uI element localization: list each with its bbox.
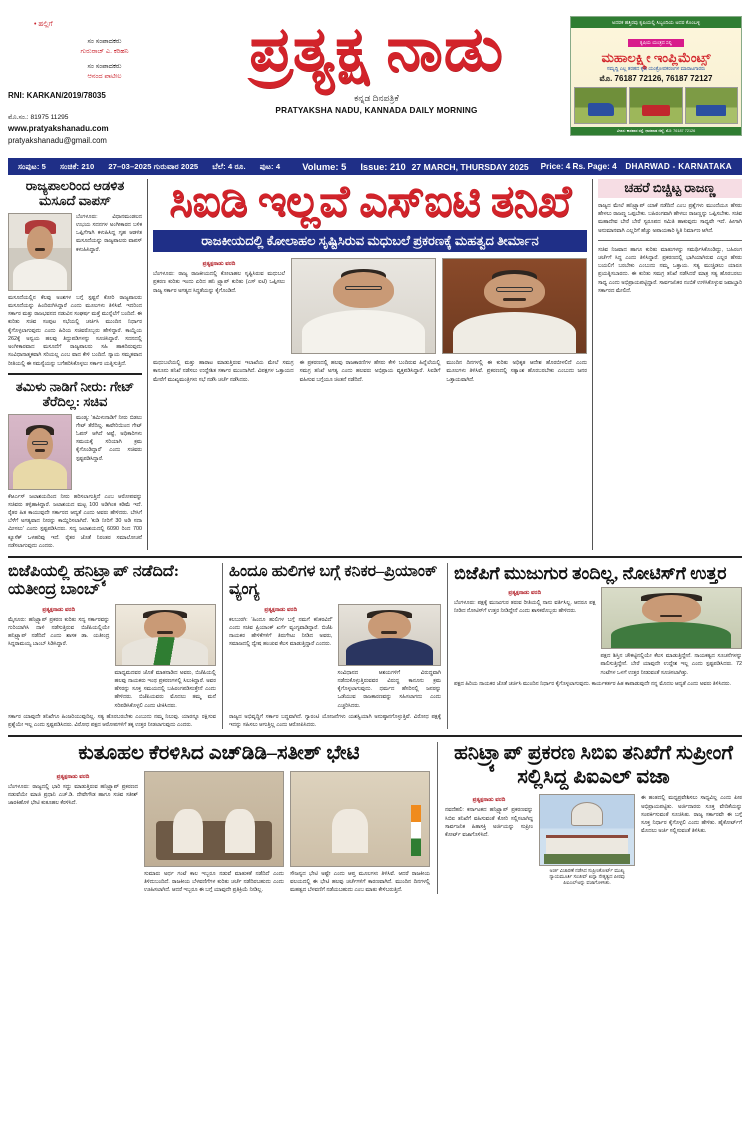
mid-story-3-col-3: ಪಕ್ಷದ ಹಿರಿಯ ನಾಯಕರ ಜೊತೆ ಚರ್ಚಿಸಿ ಮುಂದಿನ ನಿರ್ಧಾರ ಕೈಗೊಳ್ಳಲಾಗುವುದು. ಕಾರ್ಯಕರ್ತರ ಹಿತ ಕಾಪಾಡುವುದೇ ನನ್ನ ಮೊದಲ ಆದ್ಯತೆ ಎಂದು ಅವರು ತಿಳಿಸಿದರು. (454, 680, 731, 687)
info-date: 27 MARCH, THURSDAY 2025 (411, 161, 529, 172)
lead-photo-minister (442, 258, 587, 354)
right-story-headline: ಚಹರೆ ಬಿಚ್ಚಿಟ್ಟ ರಾಜಣ್ಣ (598, 179, 742, 198)
masthead (8, 6, 742, 156)
info-volume: Volume: 5 (302, 161, 347, 172)
mid-story-1-byline: ಪ್ರತ್ಯಕ್ಷನಾಡು ವರದಿ (42, 606, 76, 613)
info-issue-kannada: ಸಂಚಿಕೆ: 210 (60, 161, 95, 171)
left-story-1-intro: ಬೆಂಗಳೂರು: ವಿಧಾನಮಂಡಲದ ಉಭಯ ಸದನಗಳ ಅಂಗೀಕಾರದ ಬಳಿಕ ಒಪ್ಪಿಗೆಗಾಗಿ ಕಳುಹಿಸಿದ್ದ ಗೃಹ ಆಡಳಿತ ಮಸೂದೆಯನ್ನು ರಾಜ್ಯಪಾಲರು ವಾಪಸ್ ಕಳುಹಿಸಿದ್ದಾರೆ. (76, 213, 142, 253)
mid-story-1-col-2: ಮಾಧ್ಯಮದವರ ಜೊತೆ ಮಾತನಾಡಿದ ಅವರು, ಬಿಜೆಪಿಯಲ್ಲಿ ಹಲವು ನಾಯಕರು ಇಂಥ ಪ್ರಕರಣಗಳಲ್ಲಿ ಸಿಲುಕಿದ್ದಾರೆ. ಅವರ ಹೆಸರನ್ನು ಸೂಕ್ತ ಸಮಯದಲ್ಲಿ ಬಹಿರಂಗಪಡಿಸುತ್ತೇನೆ ಎಂದು ಹೇಳಿದರು. ಬಿಜೆಪಿಯವರು ಮೊದಲು ತಮ್ಮ ಮನೆ ಸರಿಪಡಿಸಿಕೊಳ್ಳಲಿ ಎಂದು ಟೀಕಿಸಿದರು. (114, 669, 216, 709)
ad-product-images (571, 87, 741, 124)
left-column (8, 179, 148, 550)
left-story-1-body: ಮಸೂದೆಯಲ್ಲಿನ ಕೆಲವು ಅಂಶಗಳ ಬಗ್ಗೆ ಸ್ಪಷ್ಟನೆ ಕೋರಿ ರಾಜ್ಯಪಾಲರು ಮಸೂದೆಯನ್ನು ಹಿಂದಿರುಗಿಸಿದ್ದಾರೆ ಎಂದು ಮೂಲಗಳು ತಿಳಿಸಿವೆ. ಇದರಿಂದ ಸರ್ಕಾರ ಮತ್ತು ರಾಜಭವನದ ನಡುವಿನ ಸಂಘರ್ಷ ಮತ್ತೆ ಮುನ್ನೆಲೆಗೆ ಬಂದಿದೆ. ಈ ಕುರಿತು ಸಚಿವ ಸಂಪುಟ ಸಭೆಯಲ್ಲಿ ಚರ್ಚಿಸಿ ಮುಂದಿನ ನಿರ್ಧಾರ ಕೈಗೊಳ್ಳಲಾಗುವುದು ಎಂದು ಹಿರಿಯ ಸಚಿವರೊಬ್ಬರು ಹೇಳಿದ್ದಾರೆ. ಕಾಯ್ದೆಯ 262ಕ್ಕೆ ಅನ್ವಯ ಹಲವು ತಿದ್ದುಪಡಿಗಳನ್ನು ಸೂಚಿಸಿದ್ದಾರೆ. ಸದನದಲ್ಲಿ ಅಂಗೀಕಾರವಾದ ಮಸೂದೆಗೆ ರಾಜ್ಯಪಾಲರು ಸಹಿ ಹಾಕದಿರುವುದು ಸಂವಿಧಾನಾತ್ಮಕವಾಗಿ ಸರಿಯಲ್ಲ ಎಂಬ ವಾದ ಕೇಳಿ ಬಂದಿದೆ. ನ್ಯಾಯ ಸಮ್ಮತವಾದ ರೀತಿಯಲ್ಲಿ ಈ ಸಮಸ್ಯೆಯನ್ನು ಬಗೆಹರಿಸಿಕೊಳ್ಳಲು ಸರ್ಕಾರ ಯತ್ನಿಸುತ್ತಿದೆ. (8, 294, 142, 367)
lead-subheadline: ರಾಜಕೀಯದಲ್ಲಿ ಕೋಲಾಹಲ ಸೃಷ್ಟಿಸಿರುವ ಮಧುಬಲೆ ಪ್ರಕರಣಕ್ಕೆ ಮಹತ್ವದ ತೀರ್ಮಾನ (153, 230, 587, 252)
left-story-1-photo (8, 213, 72, 291)
bottom-story-2-photo-caption: ಅರ್ಜಿ ವಿಚಾರಣೆ ನಡೆಸಿದ ಸುಪ್ರೀಂಕೋರ್ಟ್ ಮುಖ್ಯ ನ್ಯಾಯಮೂರ್ತಿ ಸಂಜೀವ್ ಖನ್ನಾ ನೇತೃತ್ವದ ಪೀಠವು ಪಿಐಎಲ್‌ಅನ್ನು ವಜಾಗೊಳಿಸಿತು. (549, 869, 625, 887)
contact-block (8, 113, 183, 147)
bottom-story-2[interactable] (438, 742, 742, 894)
right-story-body: ರಾಜ್ಯದ ಮೇಲೆ ಹನಿಟ್ರ್ಯಾಪ್ ಯಾಕೆ ನಡೆದಿದೆ ಎಂಬ ಪ್ರಶ್ನೆಗಳು ಮುಂದೆಯೂ ಹೆಸರು ಹೇಳಲು ರಾಜಣ್ಣ ಒಪ್ಪಬೇಕು. ಬಹಿರಂಗವಾಗಿ ಹೇಳಲು ರಾಜಣ್ಣನ್ನು ಒಪ್ಪಿಸಬೇಕು. ಸಚಿವ ಮಹಾದೇವ ಬೇರೆ ಬೇರೆ ಸ್ವರೂಪದ ಸಮಿತಿ ಹಾಕುವುದು ಸಾಧ್ಯವೇ ಇದೆ. ಹೀಗಾಗಿ ಅನುಮಾನವಾಗಿ ಎಲ್ಲರಿಗೆ ಹೆಚ್ಚು ಅಪಾಯಕಾರಿ ಸ್ಥಿತಿ ನಿರ್ಮಾಣ ಆಗಿದೆ. (598, 202, 742, 234)
editor-credit-1 (8, 37, 183, 56)
left-story-2-intro: ಮಂಡ್ಯ: 'ತಮಿಳುನಾಡಿಗೆ ನೀರು ಬಿಡಲು ಗೇಟ್ ತೆರೆದಿಲ್ಲ. ಕಾವೇರಿಯಿಂದ ಗೇಟ್ ಓಪನ್ ಆಗಿದೆ ಅಷ್ಟೆ, ಅಧಿಕಾರಿಗಳು ಸಮಯಕ್ಕೆ ಸರಿಯಾಗಿ ಕ್ರಮ ಕೈಗೊಂಡಿದ್ದಾರೆ' ಎಂದು ಸಚಿವರು ಸ್ಪಷ್ಟಪಡಿಸಿದ್ದಾರೆ. (76, 414, 142, 462)
lead-photo-siddaramaiah (291, 258, 436, 354)
bottom-story-1[interactable] (8, 742, 438, 894)
masthead-subtitle-english: PRATYAKSHA NADU, KANNADA DAILY MORNING (275, 106, 478, 116)
editor-role-1: ಸಂ ಸಂಪಾದಕರು (87, 38, 122, 46)
ad-phone-numbers: ಮೊ. 76187 72126, 76187 72127 (599, 73, 713, 83)
ad-product-plough-icon (574, 87, 627, 124)
mid-story-3-col-2: ಪಕ್ಷದ ಶಿಸ್ತಿನ ಚೌಕಟ್ಟಿನಲ್ಲಿಯೇ ಕೆಲಸ ಮಾಡುತ್ತಿದ್ದೇನೆ. ನಾಯಕತ್ವದ ಸೂಚನೆಗಳನ್ನು ಪಾಲಿಸುತ್ತಿದ್ದೇನೆ. ಬೇರೆ ಯಾವುದೇ ಉದ್ದೇಶ ಇಲ್ಲ ಎಂದು ಸ್ಪಷ್ಟಪಡಿಸಿದರು. 72 ಗಂಟೆಗಳ ಒಳಗೆ ಉತ್ತರ ನೀಡುವಂತೆ ಸೂಚಿಸಲಾಗಿತ್ತು. (600, 653, 742, 676)
ad-footer-address: ವಿಳಾಸ: ಕಾರವಾರ ರಸ್ತೆ, ಧಾರವಾಡ ಜಿಲ್ಲೆ, ಮೊ: 76187 72126 (571, 127, 741, 135)
bottom-story-2-photo-supreme-court (539, 794, 635, 866)
left-story-2[interactable] (8, 380, 142, 550)
lead-headline: ಸಿಐಡಿ ಇಲ್ಲವೆ ಎಸ್‌ಐಟಿ ತನಿಖೆ (169, 177, 571, 226)
upper-content-grid (8, 179, 742, 550)
email-address[interactable]: pratyakshanadu@gmail.com (8, 135, 107, 145)
bottom-story-1-headline: ಕುತೂಹಲ ಕೆರಳಿಸಿದ ಎಚ್‌ಡಿಡಿ–ಸತೀಶ್ ಭೇಟಿ (78, 742, 360, 765)
middle-stories-band (8, 556, 742, 729)
bottom-story-2-byline: ಪ್ರತ್ಯಕ್ಷನಾಡು ವರದಿ (472, 797, 506, 804)
phone-number: ಮೊ.ಸಂ.: 81975 11295 (8, 113, 69, 121)
mid-story-1-col-3: ಸರ್ಕಾರ ಯಾವುದೇ ತನಿಖೆಗೂ ಹಿಂಜರಿಯುವುದಿಲ್ಲ. ಸತ್ಯ ಹೊರಬರಬೇಕು ಎಂಬುದು ನಮ್ಮ ನಿಲುವು. ಯಾರನ್ನೂ ರಕ್ಷಿಸುವ ಪ್ರಶ್ನೆಯೇ ಇಲ್ಲ ಎಂದು ಸ್ಪಷ್ಟಪಡಿಸಿದರು. ವಿರೋಧ ಪಕ್ಷದ ಆರೋಪಗಳಿಗೆ ತಕ್ಕ ಉತ್ತರ ನೀಡಲಾಗುವುದು ಎಂದರು. (8, 713, 216, 728)
mid-story-2-col-3: ರಾಜ್ಯದ ಅಭಿವೃದ್ಧಿಗೆ ಸರ್ಕಾರ ಬದ್ಧವಾಗಿದೆ. ಗ್ಯಾರಂಟಿ ಯೋಜನೆಗಳು ಯಶಸ್ವಿಯಾಗಿ ಅನುಷ್ಠಾನಗೊಳ್ಳುತ್ತಿವೆ. ವಿರೋಧ ಪಕ್ಷಕ್ಕೆ ಇದನ್ನು ಸಹಿಸಲು ಆಗುತ್ತಿಲ್ಲ ಎಂದು ಆರೋಪಿಸಿದರು. (229, 713, 441, 728)
bottom-story-1-photo-office (290, 771, 430, 867)
mid-story-3-photo-leader (601, 587, 743, 649)
mid-story-1[interactable] (8, 563, 223, 729)
mid-story-1-photo-yathindra (115, 604, 217, 666)
info-place: DHARWAD - KARNATAKA (625, 162, 732, 171)
editor-credit-2 (8, 62, 183, 81)
mid-story-2[interactable] (223, 563, 448, 729)
masthead-subtitle-kannada: ಕನ್ನಡ ದಿನಪತ್ರಿಕೆ (354, 93, 399, 104)
mid-story-3-col-1: ಬೆಂಗಳೂರು: ಪಕ್ಷಕ್ಕೆ ಮುಜುಗುರ ತರುವ ರೀತಿಯಲ್ಲಿ ನಾನು ವರ್ತಿಸಿಲ್ಲ. ಆದರೂ ಪಕ್ಷ ನೀಡಿದ ನೋಟಿಸ್‌ಗೆ ಉತ್ತರ ನೀಡಿದ್ದೇನೆ ಎಂದು ಶಾಸಕರೊಬ್ಬರು ಹೇಳಿದರು. (454, 600, 596, 615)
info-price: Price: 4 Rs. Page: 4 (540, 162, 617, 171)
bottom-story-1-photo-meeting (144, 771, 284, 867)
ad-top-strip: ಅದರಕ ಹತ್ತಿರವು ಕೃಷಿಯಲ್ಲಿ ಸಿಬ್ಬಂದಿಯ ಅದರ ಕೊಂಬಳ್ಳಿ (571, 17, 741, 28)
bottom-story-1-byline: ಪ್ರತ್ಯಕ್ಷನಾಡು ವರದಿ (56, 773, 90, 780)
left-story-2-headline: ತಮಿಳು ನಾಡಿಗೆ ನೀರು: ಗೇಟ್ ತೆರೆದಿಲ್ಲ: ಸಚಿವ (15, 378, 135, 409)
lead-story[interactable] (148, 179, 592, 550)
left-story-1[interactable] (8, 179, 142, 368)
ad-ribbon (571, 31, 741, 49)
mid-story-1-headline: ಬಿಜೆಪಿಯಲ್ಲಿ ಹನಿಟ್ರ್ಯಾಪ್ ನಡೆದಿದೆ: ಯತೀಂದ್ರ ಬಾಂಬ್ (8, 563, 180, 599)
editor-name-2: ಆನಂದ ಪಾಟೀಲ (87, 72, 122, 80)
issue-info-bar (8, 158, 742, 175)
lead-col-2: ಈ ಪ್ರಕರಣದಲ್ಲಿ ಹಲವು ರಾಜಕಾರಣಿಗಳ ಹೆಸರು ಕೇಳಿ ಬಂದಿರುವ ಹಿನ್ನೆಲೆಯಲ್ಲಿ ಸಮಗ್ರ ತನಿಖೆ ಅಗತ್ಯ ಎಂದು ಹಲವರು ಅಭಿಪ್ರಾಯ ವ್ಯಕ್ತಪಡಿಸಿದ್ದಾರೆ. ಸಿಐಡಿಗೆ ವಹಿಸುವ ಬಗ್ಗೆಯೂ ಚಿಂತನೆ ನಡೆದಿದೆ. (299, 360, 441, 383)
mid-story-3-byline: ಪ್ರತ್ಯಕ್ಷನಾಡು ವರದಿ (508, 590, 542, 597)
bottom-story-1-col-3: ಸೌಜನ್ಯದ ಭೇಟಿ ಅಷ್ಟೇ ಎಂದು ಆಪ್ತ ಮೂಲಗಳು ತಿಳಿಸಿವೆ. ಆದರೆ ರಾಜಕೀಯ ವಲಯದಲ್ಲಿ ಈ ಭೇಟಿ ಹಲವು ಚರ್ಚೆಗಳಿಗೆ ಕಾರಣವಾಗಿದೆ. ಮುಂದಿನ ದಿನಗಳಲ್ಲಿ ಮಹತ್ವದ ಬೆಳವಣಿಗೆ ನಡೆಯಬಹುದು ಎಂಬ ಮಾತು ಕೇಳಿಬರುತ್ತಿದೆ. (290, 870, 430, 894)
rni-number: RNI: KARKAN/2019/78035 (8, 91, 106, 101)
bottom-stories-band (8, 735, 742, 894)
info-issue: Issue: 210 (360, 161, 406, 172)
ad-business-name: ಮಹಾಲಕ್ಷ್ಮೀ ಇಂಪ್ಲಿಮೆಂಟ್ಸ್ (601, 50, 711, 65)
bottom-story-2-col-1: ನವದೆಹಲಿ: ಕರ್ನಾಟಕದ ಹನಿಟ್ರ್ಯಾಪ್ ಪ್ರಕರಣವನ್ನು ಸಿಬಿಐ ತನಿಖೆಗೆ ವಹಿಸುವಂತೆ ಕೋರಿ ಸಲ್ಲಿಸಲಾಗಿದ್ದ ಸಾರ್ವಜನಿಕ ಹಿತಾಸಕ್ತಿ ಅರ್ಜಿಯನ್ನು ಸುಪ್ರೀಂ ಕೋರ್ಟ್ ವಜಾಗೊಳಿಸಿದೆ. (445, 807, 533, 838)
mid-story-2-col-1: ಕಲಬುರಗಿ: 'ಹಿಂದೂ ಹುಲಿಗಳ ಬಗ್ಗೆ ನಮಗೆ ಕನಿಕರವಿದೆ' ಎಂದು ಸಚಿವ ಪ್ರಿಯಾಂಕ್ ಖರ್ಗೆ ವ್ಯಂಗ್ಯವಾಡಿದ್ದಾರೆ. ಬಿಜೆಪಿ ನಾಯಕರ ಹೇಳಿಕೆಗಳಿಗೆ ತಿರುಗೇಟು ನೀಡಿದ ಅವರು, ಸಮಾಜದಲ್ಲಿ ದ್ವೇಷ ಹಂಚುವ ಕೆಲಸ ಮಾಡುತ್ತಿದ್ದಾರೆ ಎಂದರು. (229, 616, 333, 648)
left-story-1-headline: ರಾಜ್ಯಪಾಲರಿಂದ ಆಡಳಿತ ಮಸೂದೆ ವಾಪಸ್ (25, 178, 125, 208)
editor-name-1: ಗುರುರಾಜ್ ಎ. ಕರಿಹನಿ (80, 47, 129, 55)
right-story-body-2: ಸಚಿವ ನಿಜವಾದ ಹಾಗೂ ಕುರಿತು ಮಾತುಗಳನ್ನು ಸಮರ್ಥಿಸಿಕೊಂಡಿದ್ದು, ಬಹಿರಂಗ ಚರ್ಚೆಗೆ ಸಿದ್ಧ ಎಂದು ತಿಳಿಸಿದ್ದಾರೆ. ಪ್ರಕರಣದಲ್ಲಿ ಭಾಗಿಯಾಗಿರುವ ಎಲ್ಲರ ಹೆಸರು ಬಯಲಿಗೆ ಬರಬೇಕು ಎಂಬುದು ನಮ್ಮ ಒತ್ತಾಯ. ಸತ್ಯ ಮುಚ್ಚಿಡಲು ಯಾರೂ ಪ್ರಯತ್ನಿಸಬಾರದು. ಈ ಕುರಿತು ಸಮಗ್ರ ತನಿಖೆ ನಡೆಸಿದರೆ ಮಾತ್ರ ಸತ್ಯ ಹೊರಬರಲು ಸಾಧ್ಯ ಎಂದು ಅಭಿಪ್ರಾಯಪಟ್ಟಿದ್ದಾರೆ. ಸಾರ್ವಜನಿಕರ ನಂಬಿಕೆ ಉಳಿಸಿಕೊಳ್ಳುವ ಜವಾಬ್ದಾರಿ ಸರ್ಕಾರದ ಮೇಲಿದೆ. (598, 246, 742, 294)
info-pages-kannada: ಪುಟ: 4 (259, 161, 281, 171)
mid-story-2-photo-priyank (338, 604, 442, 666)
lead-intro: ಬೆಂಗಳೂರು: ರಾಜ್ಯ ರಾಜಕೀಯದಲ್ಲಿ ಕೋಲಾಹಲ ಸೃಷ್ಟಿಸಿರುವ ಮಧುಬಲೆ ಪ್ರಕರಣ ಕುರಿತು ಇಂದು ಏರಿದ ಹನಿ ಟ್ರ್ಯಾಪ್ ಕುರಿತು (ಎಸ್ ಐಟಿ) ಒಪ್ಪಿಸಲು ರಾಜ್ಯ ಸರ್ಕಾರ ಅಗತ್ಯದ ಸಿದ್ಧತೆಯನ್ನು ಕೈಗೊಂಡಿದೆ. (153, 271, 285, 294)
website-url[interactable]: www.pratyakshanadu.com (8, 123, 109, 133)
advertisement-mahalakshmi-implements[interactable] (570, 16, 742, 136)
info-volume-kannada: ಸಂಪುಟ: 5 (18, 161, 46, 171)
bottom-story-1-col-2: ಸುಮಾರು ಅರ್ಧ ಗಂಟೆ ಕಾಲ ಇಬ್ಬರೂ ನಡುವೆ ಮಾತುಕತೆ ನಡೆದಿದೆ ಎಂದು ತಿಳಿದುಬಂದಿದೆ. ರಾಜಕೀಯ ಬೆಳವಣಿಗೆಗಳ ಕುರಿತು ಚರ್ಚೆ ನಡೆದಿರಬಹುದು ಎಂದು ಊಹಿಸಲಾಗಿದೆ. ಆದರೆ ಇಬ್ಬರೂ ಈ ಬಗ್ಗೆ ಯಾವುದೇ ಪ್ರತಿಕ್ರಿಯೆ ನೀಡಿಲ್ಲ. (144, 870, 284, 894)
mid-story-2-headline: ಹಿಂದೂ ಹುಲಿಗಳ ಬಗ್ಗೆ ಕನಿಕರ–ಪ್ರಿಯಾಂಕ್ ವ್ಯಂಗ್ಯ (229, 563, 438, 599)
ad-product-trailer-icon (685, 87, 738, 124)
lead-col-1: ಮಧುಬಲೆಯಲ್ಲಿ ಮತ್ತು ಹಾರಾಟ ಮಾಡುತ್ತಿರುವ ಇಲಾಖೆಯ ಮೇಲೆ ಸಮಗ್ರ ಕಾನೂನು ತನಿಖೆ ನಡೆಸಲು ಉದ್ದೇಶಿತ ಸರ್ಕಾರ ಮುಂದಾಗಿದೆ. ವಿಪಕ್ಷಗಳ ಒತ್ತಾಯದ ಮೇರೆಗೆ ಮುಖ್ಯಮಂತ್ರಿಗಳು ಸಭೆ ನಡೆಸಿ ಚರ್ಚೆ ನಡೆಸಿದರು. (153, 360, 294, 383)
mid-story-3[interactable] (448, 563, 742, 729)
masthead-title-block (183, 6, 570, 115)
left-story-2-body: ಕೆಆರ್ಎಸ್ ಜಲಾಶಯದಿಂದ ನೀರು ಹರಿಸಲಾಗುತ್ತಿದೆ ಎಂಬ ಆರೋಪವನ್ನು ಸಚಿವರು ತಳ್ಳಿಹಾಕಿದ್ದಾರೆ. ಜಲಾಶಯದ ಮಟ್ಟ 100 ಅಡಿಗಿಂತ ಕಡಿಮೆ ಇದೆ. ರೈತರ ಹಿತ ಕಾಯುವುದೇ ಸರ್ಕಾರದ ಆದ್ಯತೆ ಎಂದು ಅವರು ಹೇಳಿದರು. ಬೇಸಿಗೆ ಬೆಳೆಗೆ ಅಗತ್ಯವಾದ ನೀರನ್ನು ಕಾಯ್ದಿರಿಸಲಾಗಿದೆ. 'ಕುಡಿ ನೀರಿಗೆ 30 ಅಡಿ ಸದಾ ಮೀಸಲು' ಎಂದು ಸ್ಪಷ್ಟಪಡಿಸಿದರು. ಸದ್ಯ ಜಲಾಶಯದಲ್ಲಿ 6090 ರಿಂದ 700 ಕ್ಯೂಸೆಕ್ ಒಳಹರಿವು ಇದೆ. ರೈತರ ಜೊತೆ ನಿರಂತರ ಸಮಾಲೋಚನೆ ನಡೆಸಲಾಗುವುದು ಎಂದರು. (8, 493, 142, 549)
ad-ribbon-text: ಕೃಷಿಯ ಯಂತ್ರದ ಸಲ್ಲಿ (628, 39, 684, 47)
mid-story-2-byline: ಪ್ರತ್ಯಕ್ಷನಾಡು ವರದಿ (264, 606, 298, 613)
info-price-kannada: ಬೆಲೆ: 4 ರೂ. (212, 161, 246, 171)
masthead-left-info (8, 6, 183, 147)
mid-story-1-col-1: ಮೈಸೂರು: ಹನಿಟ್ರ್ಯಾಪ್ ಪ್ರಕರಣ ಕುರಿತು ಸದ್ಯ ಸರ್ಕಾರವನ್ನು ಗುರಿಯಾಗಿಸಿ ದಾಳಿ ನಡೆಸುತ್ತಿರುವ ಬಿಜೆಪಿಯಲ್ಲಿಯೇ ಹನಿಟ್ರ್ಯಾಪ್ ನಡೆದಿದೆ ಎಂದು ಶಾಸಕ ಡಾ. ಯತೀಂದ್ರ ಸಿದ್ದರಾಮಯ್ಯ ಬಾಂಬ್ ಸಿಡಿಸಿದ್ದಾರೆ. (8, 616, 110, 648)
ad-tagline: ಸಮೃದ್ಧಿ ಎಲ್ಲ ತರಹದ ಕೃಷಿ ಯಂತ್ರೋಪಕರಣಗಳ ಮಾರಾಟಗಾರರು (606, 67, 706, 72)
mid-story-3-headline: ಬಿಜೆಪಿಗೆ ಮುಜುಗುರ ತಂದಿಲ್ಲ, ನೋಟಿಸ್‌ಗೆ ಉತ್ತರ (454, 563, 727, 583)
info-date-kannada: 27–03–2025 ಗುರುವಾರ 2025 (108, 161, 199, 171)
newspaper-title: ಪ್ರತ್ಯಕ್ಷ ನಾಡು (249, 16, 504, 84)
mid-story-2-col-2: ಸಂವಿಧಾನದ ಆಶಯಗಳಿಗೆ ವಿರುದ್ಧವಾಗಿ ನಡೆದುಕೊಳ್ಳುತ್ತಿರುವವರ ವಿರುದ್ಧ ಕಾನೂನು ಕ್ರಮ ಕೈಗೊಳ್ಳಲಾಗುವುದು. ಧರ್ಮದ ಹೆಸರಿನಲ್ಲಿ ಜನರನ್ನು ಒಡೆಯುವ ರಾಜಕಾರಣವನ್ನು ಸಹಿಸಲಾಗದು ಎಂದು ಎಚ್ಚರಿಸಿದರು. (337, 669, 441, 709)
bottom-story-2-headline: ಹನಿಟ್ರ್ಯಾಪ್ ಪ್ರಕರಣ ಸಿಬಿಐ ತನಿಖೆಗೆ ಸುಪ್ರೀಂಗೆ ಸಲ್ಲಿಸಿದ್ದ ಪಿಐಎಲ್ ವಜಾ (454, 742, 733, 788)
left-story-2-photo (8, 414, 72, 490)
masthead-bullet-note: • ಹಲ್ಲಿಗೆ (34, 21, 53, 28)
lead-body-columns (153, 359, 587, 384)
bottom-story-2-col-2: ಈ ಹಂತದಲ್ಲಿ ಮಧ್ಯಪ್ರವೇಶಿಸಲು ಸಾಧ್ಯವಿಲ್ಲ ಎಂದು ಪೀಠ ಅಭಿಪ್ರಾಯಪಟ್ಟಿತು. ಅರ್ಜಿದಾರರು ಸೂಕ್ತ ವೇದಿಕೆಯನ್ನು ಸಂಪರ್ಕಿಸುವಂತೆ ಸೂಚಿಸಿತು. ರಾಜ್ಯ ಸರ್ಕಾರವೇ ಈ ಬಗ್ಗೆ ಸೂಕ್ತ ನಿರ್ಧಾರ ಕೈಗೊಳ್ಳಲಿ ಎಂದು ಹೇಳಿತು. ಹೈಕೋರ್ಟ್‌ಗೆ ಮೊದಲು ಅರ್ಜಿ ಸಲ್ಲಿಸುವಂತೆ ತಿಳಿಸಿತು. (641, 795, 742, 835)
right-column[interactable] (592, 179, 742, 550)
ad-product-rotavator-icon (629, 87, 682, 124)
editor-role-2: ಸಂ ಸಂಪಾದಕರು (87, 63, 122, 71)
lead-col-3: ಮುಂದಿನ ದಿನಗಳಲ್ಲಿ ಈ ಕುರಿತು ಅಧಿಕೃತ ಆದೇಶ ಹೊರಬೀಳಲಿದೆ ಎಂದು ಮೂಲಗಳು ತಿಳಿಸಿವೆ. ಪ್ರಕರಣದಲ್ಲಿ ಸತ್ಯಾಂಶ ಹೊರಬರಬೇಕು ಎಂಬುದು ಜನರ ಒತ್ತಾಯವಾಗಿದೆ. (446, 360, 588, 383)
lead-byline: ಪ್ರತ್ಯಕ್ಷನಾಡು ವರದಿ (202, 261, 236, 268)
bottom-story-1-col-1: ಬೆಂಗಳೂರು: ರಾಜ್ಯದಲ್ಲಿ ಭಾರಿ ಸದ್ದು ಮಾಡುತ್ತಿರುವ ಹನಿಟ್ರ್ಯಾಪ್ ಪ್ರಕರಣದ ನಡುವೆಯೇ ಮಾಜಿ ಪ್ರಧಾನಿ ಎಚ್.ಡಿ. ದೇವೇಗೌಡ ಹಾಗೂ ಸಚಿವ ಸತೀಶ್ ಜಾರಕಿಹೊಳಿ ಭೇಟಿ ಕುತೂಹಲ ಕೆರಳಿಸಿದೆ. (8, 783, 138, 807)
